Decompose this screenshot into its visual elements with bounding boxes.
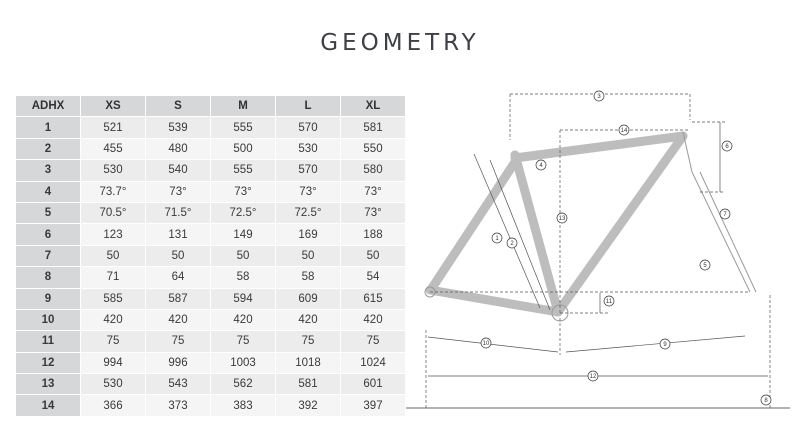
table-cell: 72.5° [276,202,341,223]
table-cell: 73° [341,202,406,223]
table-cell: 373 [146,395,211,416]
table-cell: 123 [81,224,146,245]
table-row [16,224,406,245]
table-cell: 420 [81,309,146,330]
table-cell: 539 [146,117,211,138]
bike-frame [430,136,683,312]
column-header: ADHX [16,96,81,117]
table-cell: 50 [81,245,146,266]
table-cell: 397 [341,395,406,416]
dimension-label: 8 [764,398,768,404]
table-row [16,352,406,373]
table-cell: 73° [276,181,341,202]
page-title: GEOMETRY [320,30,480,56]
table-cell: 609 [276,288,341,309]
table-cell: 73° [341,181,406,202]
table-cell: 543 [146,374,211,395]
dimension-markers [481,91,771,405]
table-cell: 540 [146,160,211,181]
table-cell: 392 [276,395,341,416]
table-cell: 64 [146,267,211,288]
table-cell: 71.5° [146,202,211,223]
table-cell: 54 [341,267,406,288]
table-cell: 587 [146,288,211,309]
table-cell: 420 [146,309,211,330]
dimension-label: 5 [703,263,707,269]
frame-geometry-diagram [400,94,790,418]
table-cell: 73° [146,181,211,202]
dimension-label: 9 [663,342,667,348]
column-header: M [211,96,276,117]
table-row [16,138,406,159]
table-cell: 580 [341,160,406,181]
table-cell: 50 [211,245,276,266]
dimension-label: 1 [495,236,499,242]
table-cell: 555 [211,160,276,181]
table-cell: 996 [146,352,211,373]
column-header: L [276,96,341,117]
table-cell: 530 [81,374,146,395]
table-cell: 75 [211,331,276,352]
table-cell: 521 [81,117,146,138]
table-cell: 570 [276,117,341,138]
table-cell: 601 [341,374,406,395]
table-cell: 480 [146,138,211,159]
table-cell: 615 [341,288,406,309]
row-label: 7 [16,245,81,266]
table-cell: 581 [276,374,341,395]
table-cell: 500 [211,138,276,159]
table-cell: 75 [341,331,406,352]
row-label: 1 [16,117,81,138]
table-cell: 71 [81,267,146,288]
column-header: XS [81,96,146,117]
table-cell: 550 [341,138,406,159]
table-cell: 530 [276,138,341,159]
row-label: 6 [16,224,81,245]
table-cell: 366 [81,395,146,416]
table-cell: 72.5° [211,202,276,223]
table-cell: 455 [81,138,146,159]
row-label: 12 [16,352,81,373]
row-label: 3 [16,160,81,181]
table-cell: 50 [341,245,406,266]
table-row [16,309,406,330]
row-label: 4 [16,181,81,202]
dimension-label: 11 [605,299,613,305]
row-label: 11 [16,331,81,352]
column-header: S [146,96,211,117]
table-cell: 570 [276,160,341,181]
dimension-label: 7 [723,212,727,218]
table-cell: 994 [81,352,146,373]
dimension-label: 14 [620,128,628,134]
table-cell: 420 [211,309,276,330]
table-cell: 73° [211,181,276,202]
table-row [16,202,406,223]
table-cell: 73.7° [81,181,146,202]
dimension-label: 12 [589,374,597,380]
table-cell: 58 [211,267,276,288]
table-row [16,288,406,309]
table-cell: 70.5° [81,202,146,223]
table-row [16,267,406,288]
table-cell: 555 [211,117,276,138]
table-cell: 131 [146,224,211,245]
table-cell: 420 [276,309,341,330]
table-row [16,395,406,416]
column-header: XL [341,96,406,117]
table-cell: 75 [81,331,146,352]
dimension-label: 4 [539,163,543,169]
table-row [16,245,406,266]
table-header-row [16,96,406,117]
table-cell: 581 [341,117,406,138]
table-cell: 58 [276,267,341,288]
table-cell: 594 [211,288,276,309]
table-cell: 169 [276,224,341,245]
dimension-label: 10 [482,341,490,347]
table-cell: 75 [146,331,211,352]
dimension-label: 2 [510,241,514,247]
table-cell: 530 [81,160,146,181]
table-cell: 562 [211,374,276,395]
row-label: 5 [16,202,81,223]
table-cell: 383 [211,395,276,416]
table-cell: 75 [276,331,341,352]
table-cell: 149 [211,224,276,245]
table-cell: 188 [341,224,406,245]
dimension-label: 3 [597,94,601,100]
row-label: 10 [16,309,81,330]
table-row [16,117,406,138]
table-row [16,374,406,395]
row-label: 14 [16,395,81,416]
table-cell: 1018 [276,352,341,373]
row-label: 9 [16,288,81,309]
table-cell: 1024 [341,352,406,373]
table-row [16,331,406,352]
row-label: 8 [16,267,81,288]
table-cell: 585 [81,288,146,309]
table-cell: 50 [276,245,341,266]
table-cell: 1003 [211,352,276,373]
dimension-label: 6 [725,144,729,150]
row-label: 13 [16,374,81,395]
geometry-table [16,96,406,417]
table-cell: 50 [146,245,211,266]
table-cell: 420 [341,309,406,330]
table-row [16,160,406,181]
table-row [16,181,406,202]
dimension-label: 13 [558,216,566,222]
row-label: 2 [16,138,81,159]
